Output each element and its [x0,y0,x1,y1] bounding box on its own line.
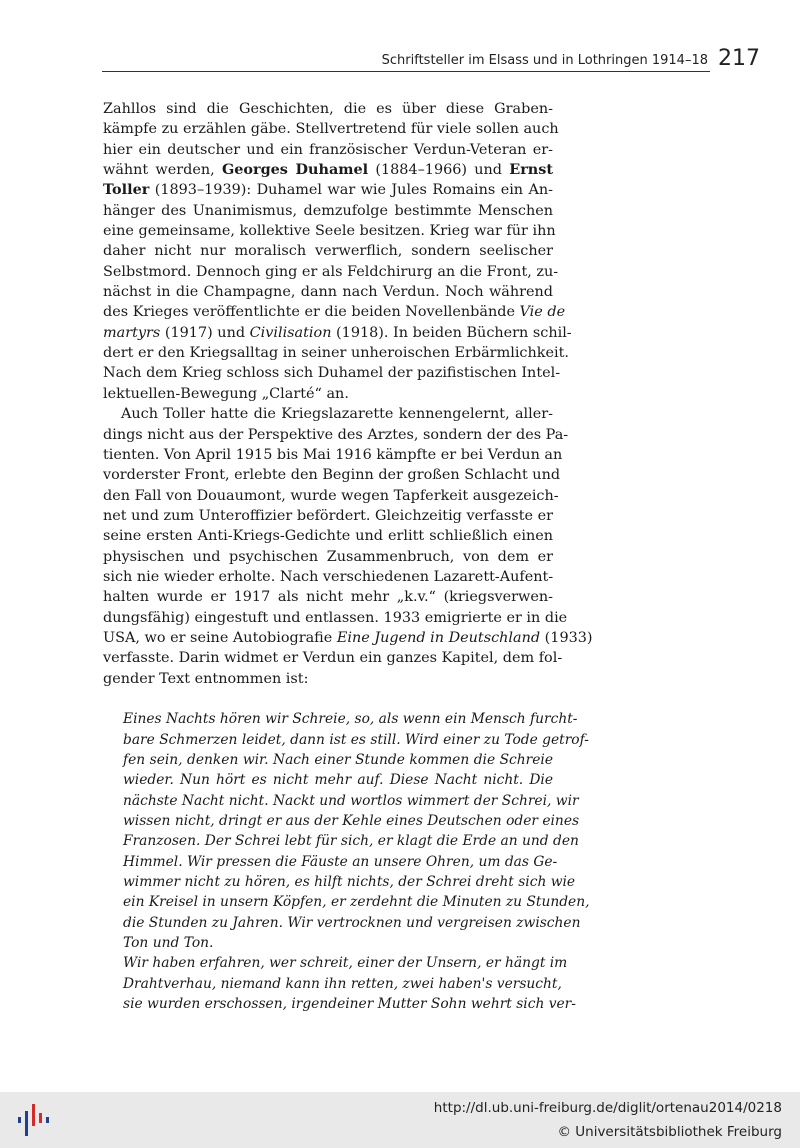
paragraph-spacer [103,689,553,709]
text-line: verfasste. Darin widmet er Verdun ein ganzes Kapitel, dem fol- [103,650,563,667]
quote-line: Drahtverhau, niemand kann ihn retten, zwei haben's versucht, [123,975,562,992]
quote-line: sie wurden erschossen, irgendeiner Mutter Sohn wehrt sich ver- [123,996,576,1013]
text-line: hier ein deutscher und ein französischer Verdun-Veteran er- [103,141,553,158]
library-logo-icon [14,1100,54,1140]
text-line: dungsfähig) eingestuft und entlassen. 1933 emigrierte er in die [103,609,568,626]
footer-bar [0,1092,800,1148]
text-line: Zahllos sind die Geschichten, die es über diese Graben- [103,101,553,117]
text-line: tienten. Von April 1915 bis Mai 1916 kämpfte er bei Verdun an [103,446,563,463]
block-quote [103,709,590,1014]
running-head: Schriftsteller im Elsass und in Lothringen 1914–18 [381,53,708,68]
text-line: Nach dem Krieg schloss sich Duhamel der pazifistischen Intel- [103,365,561,382]
quote-line: Ton und Ton. [123,935,214,952]
text-line: des Krieges veröffentlichte er die beiden Novellenbände Vie de [103,304,566,321]
text-line: dings nicht aus der Perspektive des Arztes, sondern der des Pa- [103,426,569,443]
quote-line: Eines Nachts hören wir Schreie, so, als wenn ein Mensch furcht- [123,711,578,728]
text-line: eine gemeinsame, kollektive Seele besitzen. Krieg war für ihn [103,223,556,240]
text-line: vorderster Front, erlebte den Beginn der großen Schlacht und [103,467,561,484]
quote-line: fen sein, denken wir. Nach einer Stunde kommen die Schreie [123,752,553,768]
text-line: nächst in die Champagne, dann nach Verdun. Noch während [103,284,553,301]
quote-line: wieder. Nun hört es nicht mehr auf. Diese Nacht nicht. Die [123,772,553,789]
text-line: net und zum Unteroffizier befördert. Gleichzeitig verfasste er [103,507,553,524]
page-number: 217 [718,46,760,71]
quote-line: Wir haben erfahren, wer schreit, einer der Unsern, er hängt im [123,955,568,972]
text-line: USA, wo er seine Autobiografie Eine Jugend in Deutschland (1933) [103,629,593,646]
quote-line: wissen nicht, dringt er aus der Kehle eines Deutschen oder eines [123,813,580,830]
text-line: wähnt werden, Georges Duhamel (1884–1966) und Ernst [103,161,553,179]
text-line: dert er den Kriegsalltag in seiner unheroischen Erbärmlichkeit. [103,345,569,362]
quote-line: ein Kreisel in unsern Köpfen, er zerdehnt die Minuten zu Stunden, [123,894,590,911]
text-line: daher nicht nur moralisch verwerflich, sondern seelischer [103,243,553,260]
page-header [102,46,762,76]
body-text [103,99,593,1014]
quote-line: Franzosen. Der Schrei lebt für sich, er klagt die Erde an und den [123,833,579,850]
text-line: Toller (1893–1939): Duhamel war wie Jules Romains ein An- [103,181,553,199]
copyright-text: © Universitätsbibliothek Freiburg [557,1124,782,1140]
source-url-link[interactable]: http://dl.ub.uni-freiburg.de/diglit/ortenau2014/0218 [433,1100,782,1116]
text-line: seine ersten Anti-Kriegs-Gedichte und erlitt schließlich einen [103,528,553,545]
quote-line: nächste Nacht nicht. Nackt und wortlos wimmert der Schrei, wir [123,792,579,809]
text-line: physischen und psychischen Zusammenbruch, von dem er [103,548,553,565]
text-line: Selbstmord. Dennoch ging er als Feldchirurg an die Front, zu- [103,263,559,280]
quote-line: Himmel. Wir pressen die Fäuste an unsere Ohren, um das Ge- [123,853,558,870]
quote-line: wimmer nicht zu hören, es hilft nichts, der Schrei dreht sich wie [123,874,576,891]
text-line: kämpfe zu erzählen gäbe. Stellvertretend für viele sollen auch [103,121,559,138]
text-line: hänger des Unanimismus, demzufolge bestimmte Menschen [103,202,553,219]
header-rule [102,71,710,72]
text-line: den Fall von Douaumont, wurde wegen Tapferkeit ausgezeich- [103,487,559,504]
text-line: gender Text entnommen ist: [103,670,309,687]
text-line: halten wurde er 1917 als nicht mehr „k.v.“ (kriegsverwen- [103,589,553,606]
text-line: sich nie wieder erholte. Nach verschiedenen Lazarett-Aufent- [103,568,554,585]
quote-line: die Stunden zu Jahren. Wir vertrocknen und vergreisen zwischen [123,914,581,931]
text-line: Auch Toller hatte die Kriegslazarette kennengelernt, aller- [121,406,553,423]
text-line: lektuellen-Bewegung „Clarté“ an. [103,385,349,402]
text-line: martyrs (1917) und Civilisation (1918). In beiden Büchern schil- [103,324,572,341]
quote-line: bare Schmerzen leidet, dann ist es still. Wird einer zu Tode getrof- [123,731,589,748]
